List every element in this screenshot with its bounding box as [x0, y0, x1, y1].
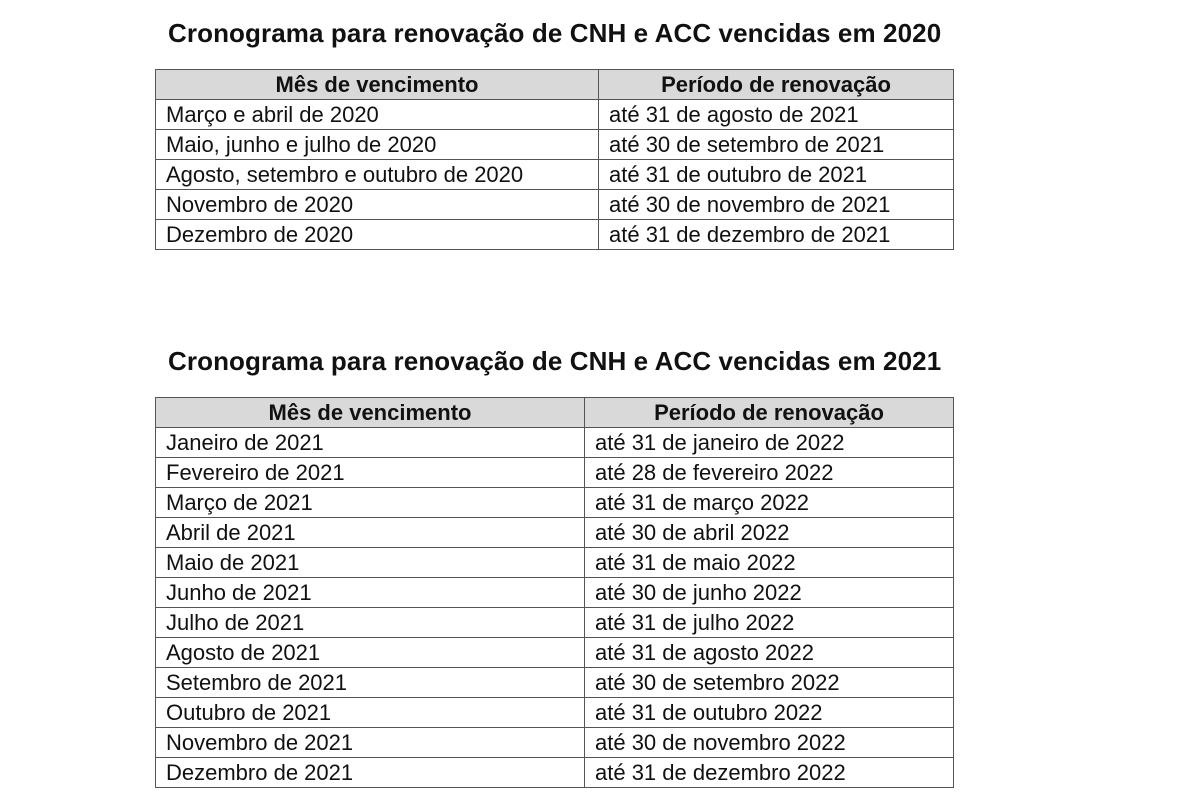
expiry-month-cell: Março de 2021: [156, 488, 585, 518]
renewal-period-cell: até 30 de junho 2022: [585, 578, 954, 608]
table-row: [156, 728, 954, 758]
column-header-expiry-month: Mês de vencimento: [156, 70, 599, 100]
schedule-2020-table: [155, 69, 954, 250]
table-row: [156, 488, 954, 518]
expiry-month-cell: Julho de 2021: [156, 608, 585, 638]
column-header-renewal-period: Período de renovação: [599, 70, 954, 100]
expiry-month-cell: Novembro de 2020: [156, 190, 599, 220]
expiry-month-cell: Maio, junho e julho de 2020: [156, 130, 599, 160]
renewal-period-cell: até 31 de agosto de 2021: [599, 100, 954, 130]
renewal-period-cell: até 30 de setembro de 2021: [599, 130, 954, 160]
renewal-period-cell: até 31 de março 2022: [585, 488, 954, 518]
renewal-period-cell: até 31 de janeiro de 2022: [585, 428, 954, 458]
renewal-period-cell: até 31 de julho 2022: [585, 608, 954, 638]
schedule-2021-title: Cronograma para renovação de CNH e ACC vencidas em 2021: [168, 346, 942, 376]
expiry-month-cell: Setembro de 2021: [156, 668, 585, 698]
expiry-month-cell: Outubro de 2021: [156, 698, 585, 728]
renewal-period-cell: até 30 de abril 2022: [585, 518, 954, 548]
table-row: [156, 698, 954, 728]
renewal-period-cell: até 30 de novembro 2022: [585, 728, 954, 758]
table-row: [156, 548, 954, 578]
renewal-period-cell: até 30 de novembro de 2021: [599, 190, 954, 220]
expiry-month-cell: Junho de 2021: [156, 578, 585, 608]
schedule-2020-title: Cronograma para renovação de CNH e ACC vencidas em 2020: [168, 18, 942, 48]
renewal-period-cell: até 31 de outubro 2022: [585, 698, 954, 728]
expiry-month-cell: Janeiro de 2021: [156, 428, 585, 458]
table-header-row: [156, 398, 954, 428]
expiry-month-cell: Abril de 2021: [156, 518, 585, 548]
table-row: [156, 130, 954, 160]
expiry-month-cell: Agosto de 2021: [156, 638, 585, 668]
renewal-period-cell: até 31 de outubro de 2021: [599, 160, 954, 190]
expiry-month-cell: Maio de 2021: [156, 548, 585, 578]
schedule-2021-table: [155, 397, 954, 788]
table-row: [156, 428, 954, 458]
table-row: [156, 518, 954, 548]
table-row: [156, 100, 954, 130]
renewal-period-cell: até 31 de agosto 2022: [585, 638, 954, 668]
table-row: [156, 608, 954, 638]
renewal-period-cell: até 31 de dezembro de 2021: [599, 220, 954, 250]
renewal-period-cell: até 31 de maio 2022: [585, 548, 954, 578]
expiry-month-cell: Dezembro de 2021: [156, 758, 585, 788]
expiry-month-cell: Novembro de 2021: [156, 728, 585, 758]
table-row: [156, 190, 954, 220]
renewal-period-cell: até 28 de fevereiro 2022: [585, 458, 954, 488]
expiry-month-cell: Março e abril de 2020: [156, 100, 599, 130]
column-header-expiry-month: Mês de vencimento: [156, 398, 585, 428]
table-row: [156, 638, 954, 668]
column-header-renewal-period: Período de renovação: [585, 398, 954, 428]
table-row: [156, 668, 954, 698]
expiry-month-cell: Agosto, setembro e outubro de 2020: [156, 160, 599, 190]
table-row: [156, 458, 954, 488]
table-row: [156, 160, 954, 190]
table-row: [156, 220, 954, 250]
table-header-row: [156, 70, 954, 100]
renewal-period-cell: até 31 de dezembro 2022: [585, 758, 954, 788]
expiry-month-cell: Dezembro de 2020: [156, 220, 599, 250]
renewal-period-cell: até 30 de setembro 2022: [585, 668, 954, 698]
expiry-month-cell: Fevereiro de 2021: [156, 458, 585, 488]
table-row: [156, 578, 954, 608]
table-row: [156, 758, 954, 788]
